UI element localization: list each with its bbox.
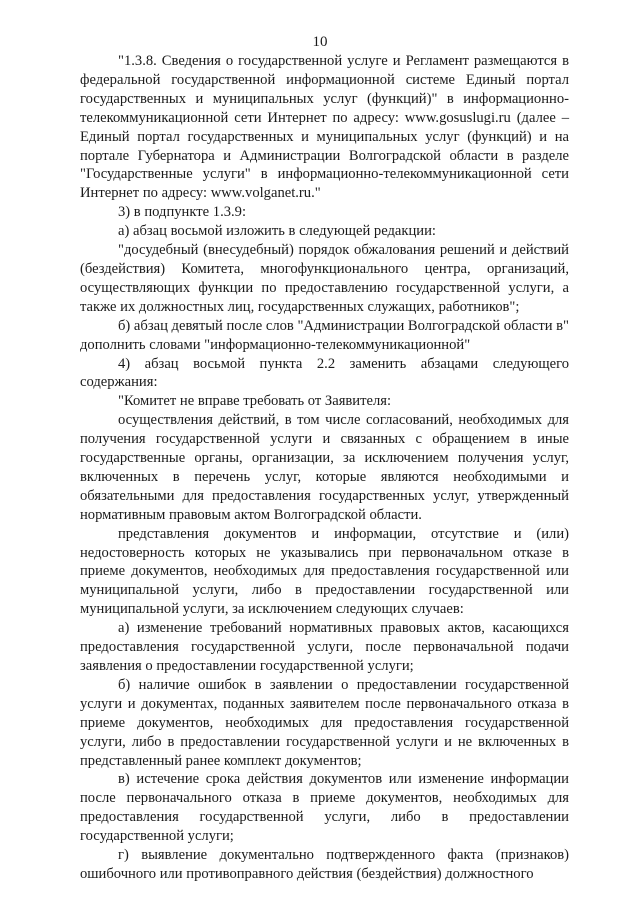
paragraph-1-3-8: "1.3.8. Сведения о государственной услуге и Регламент размещаются в федеральной государственной информационной системе Единый портал государственных и муниципальных услуг (функций)" в информационно-телекоммуникационной сети Интернет по адресу: www.gosuslugi.ru (далее – Единый портал государственных и муниципальных услуг (функций) и на портале Губернатора и Администрации Волгоградской области в разделе "Государственные услуги" в информационно-телекоммуникационной сети Интернет по адресу: www.volganet.ru." xyxy=(80,53,569,202)
paragraph-subitem-a: а) абзац восьмой изложить в следующей редакции: xyxy=(118,223,436,240)
paragraph-item-3: 3) в подпункте 1.3.9: xyxy=(118,204,247,221)
paragraph-case-v: в) истечение срока действия документов или изменение информации после первоначального отказа в приеме документов, необходимых для предоставления государственной услуги, либо в предоставлении государственной услуги; xyxy=(80,771,569,845)
page-number: 10 xyxy=(312,34,328,50)
paragraph-quote-appeal-procedure: "досудебный (внесудебный) порядок обжалования решений и действий (бездействия) Комитета, многофункционального центра, организаций, осуществляющих функции по предоставлению государственной услуги, а также их должностных лиц, государственных служащих, работников"; xyxy=(80,242,569,315)
document-body xyxy=(80,52,569,884)
paragraph-documents-information: представления документов и информации, отсутствие и (или) недостоверность которых не указывались при первоначальном отказе в приеме документов, необходимых для предоставления государственной или муниципальной услуги, либо в предоставлении государственной или муниципальной услуги, за исключением следующих случаев: xyxy=(80,525,569,618)
paragraph-case-a: а) изменение требований нормативных правовых актов, касающихся предоставления государственной услуги, после первоначальной подачи заявления о предоставлении государственной услуги; xyxy=(80,620,569,674)
paragraph-item-4: 4) абзац восьмой пункта 2.2 заменить абзацами следующего содержания: xyxy=(80,355,569,391)
paragraph-case-b: б) наличие ошибок в заявлении о предоставлении государственной услуги и документах, поданных заявителем после первоначального отказа в приеме документов, необходимых для предоставления государственной услуги, либо в предоставлении государственной услуги и не включенных в представленный ранее комплект документов; xyxy=(80,676,569,769)
paragraph-subitem-b: б) абзац девятый после слов "Администрации Волгоградской области в" дополнить словами "информационно-телекоммуникационной" xyxy=(80,317,570,353)
paragraph-actions-approvals: осуществления действий, в том числе согласований, необходимых для получения государственной услуги и связанных с обращением в иные государственные органы, организации, за исключением получения услуг, включенных в перечень услуг, которые являются необходимыми и обязательными для предоставления государственных услуг, утвержденный нормативным правовым актом Волгоградской области. xyxy=(80,412,569,523)
paragraph-committee-prohibition: "Комитет не вправе требовать от Заявителя: xyxy=(118,393,392,410)
paragraph-case-g: г) выявление документально подтвержденного факта (признаков) ошибочного или противоправного действия (бездействия) должностного xyxy=(80,847,569,882)
